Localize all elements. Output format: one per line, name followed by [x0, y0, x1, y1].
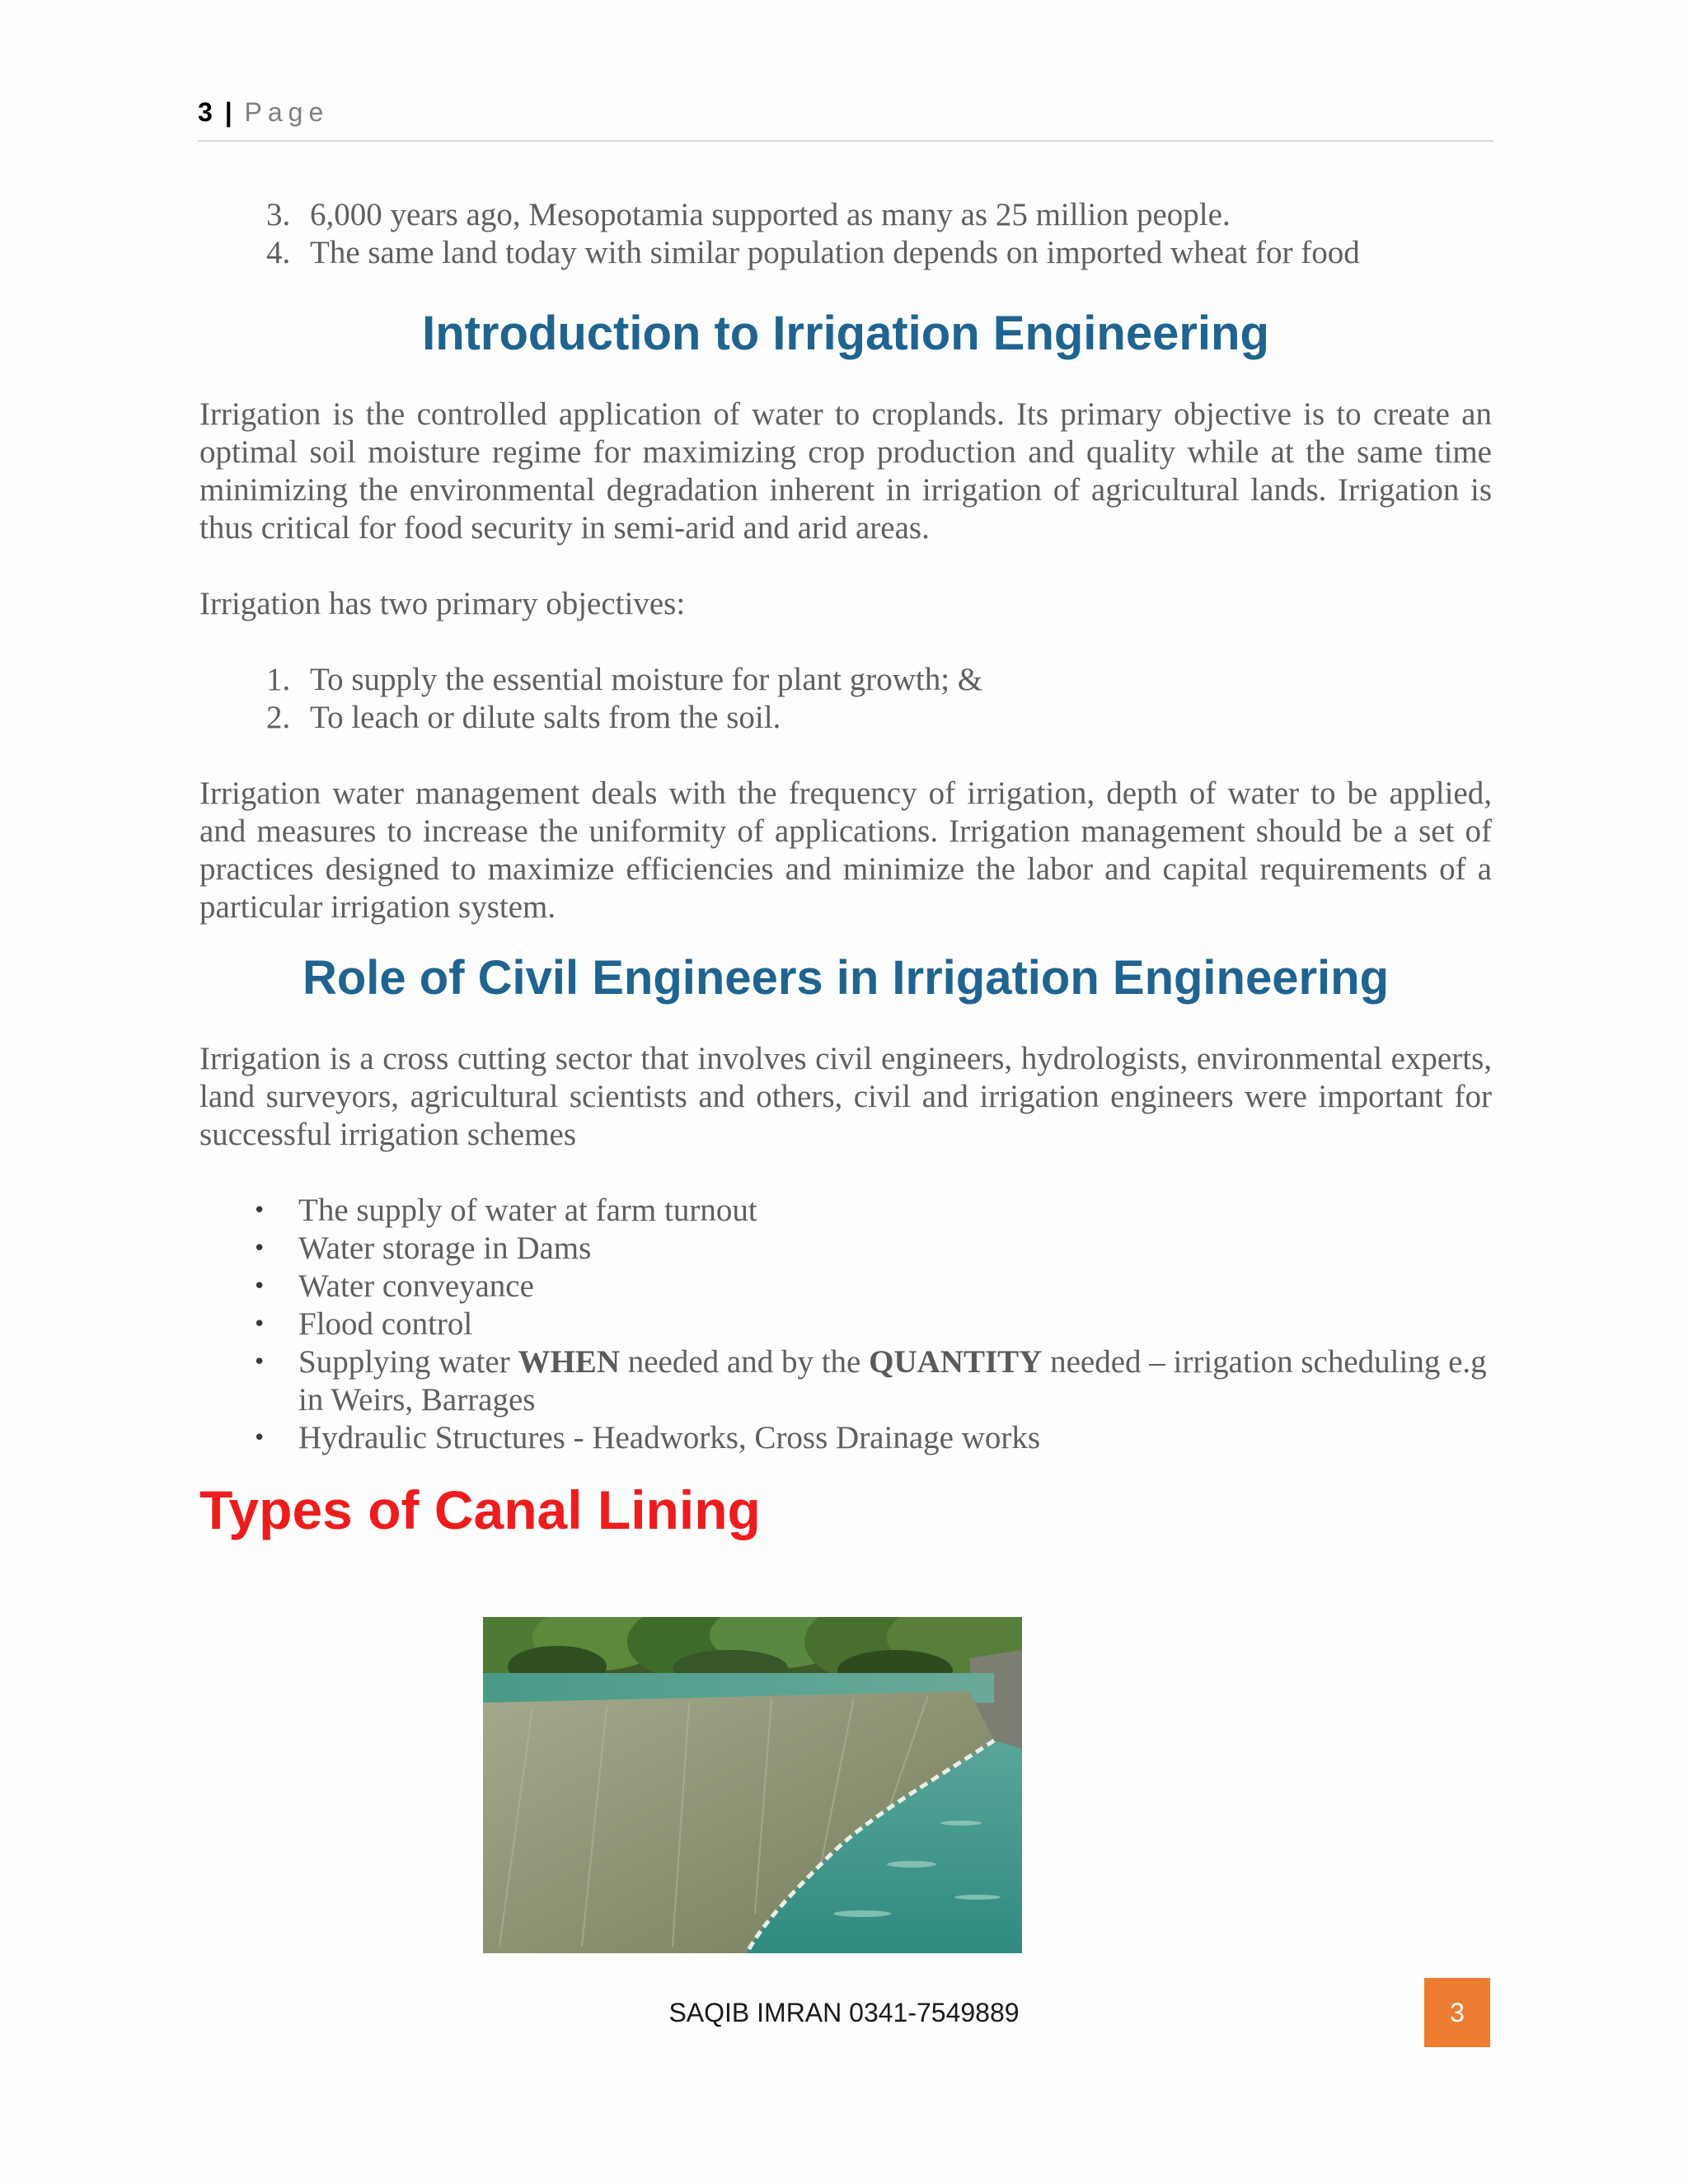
- page-header: [198, 97, 1493, 142]
- bullet-icon: •: [253, 1198, 266, 1223]
- bullet-text: Flood control: [298, 1306, 473, 1342]
- intro-paragraph-3: Irrigation water management deals with the frequency of irrigation, depth of water to be applied, and measures to increase the uniformity of applications. Irrigation management should be a set of practices designed to maximize efficiencies and minimize the labor and capital requirements of a particular irrigation system.: [199, 776, 1492, 925]
- intro-paragraph-2: Irrigation has two primary objectives:: [199, 586, 686, 621]
- bullet-text-part: needed and by the: [619, 1344, 870, 1380]
- history-list: [199, 196, 1492, 272]
- list-item: [253, 1192, 1492, 1230]
- bullet-icon: •: [253, 1236, 266, 1261]
- bullet-icon: •: [253, 1426, 266, 1451]
- bullet-icon: •: [253, 1274, 266, 1299]
- bullet-text: Water storage in Dams: [298, 1230, 592, 1266]
- role-heading: Role of Civil Engineers in Irrigation Engineering: [302, 951, 1390, 1005]
- list-item: [253, 1343, 1492, 1419]
- bold-quantity: QUANTITY: [869, 1344, 1043, 1380]
- bullet-icon: •: [253, 1350, 266, 1375]
- bold-when: WHEN: [518, 1344, 620, 1380]
- role-paragraph: Irrigation is a cross cutting sector that involves civil engineers, hydrologists, environmental experts, land surveyors, agricultural scientists and others, civil and irrigation engineers were important for successful irrigation schemes: [199, 1041, 1492, 1152]
- bullet-icon: •: [253, 1312, 266, 1337]
- header-page-word: Page: [244, 97, 330, 127]
- objectives-list: [199, 661, 1492, 737]
- list-item: 3. 6,000 years ago, Mesopotamia supported as many as 25 million people.: [298, 196, 1492, 234]
- intro-heading: Introduction to Irrigation Engineering: [422, 307, 1269, 360]
- header-separator: |: [224, 97, 232, 127]
- list-item: [253, 1305, 1492, 1343]
- list-item: 2. To leach or dilute salts from the soil.: [298, 699, 1492, 737]
- list-item: [253, 1268, 1492, 1305]
- role-bullet-list: [199, 1192, 1492, 1457]
- header-page-number: 3: [198, 97, 213, 127]
- page-content: [199, 196, 1492, 1543]
- footer-author: SAQIB IMRAN 0341-7549889: [668, 1998, 1020, 2027]
- canal-heading: Types of Canal Lining: [199, 1479, 761, 1540]
- bullet-text-part: Supplying water: [298, 1344, 518, 1380]
- page-number-badge: 3: [1424, 1978, 1490, 2047]
- bullet-text: Hydraulic Structures - Headworks, Cross Drainage works: [298, 1420, 1041, 1455]
- canal-lining-photo: [483, 1617, 1022, 1953]
- list-item: [253, 1419, 1492, 1457]
- bullet-text: The supply of water at farm turnout: [298, 1193, 757, 1228]
- bullet-text: Water conveyance: [298, 1268, 534, 1304]
- list-item: 1. To supply the essential moisture for plant growth; &: [298, 661, 1492, 699]
- bullet-text-part: needed – irrigation scheduling e.g in Weirs, Barrages: [298, 1344, 1487, 1418]
- list-item: 4. The same land today with similar population depends on imported wheat for food: [298, 234, 1492, 272]
- list-item: [253, 1230, 1492, 1268]
- intro-paragraph-1: Irrigation is the controlled application of water to croplands. Its primary objective is to create an optimal soil moisture regime for maximizing crop production and quality while at the same time minimizing the environmental degradation inherent in irrigation of agricultural lands. Irrigation is thus critical for food security in semi-arid and arid areas.: [199, 396, 1492, 546]
